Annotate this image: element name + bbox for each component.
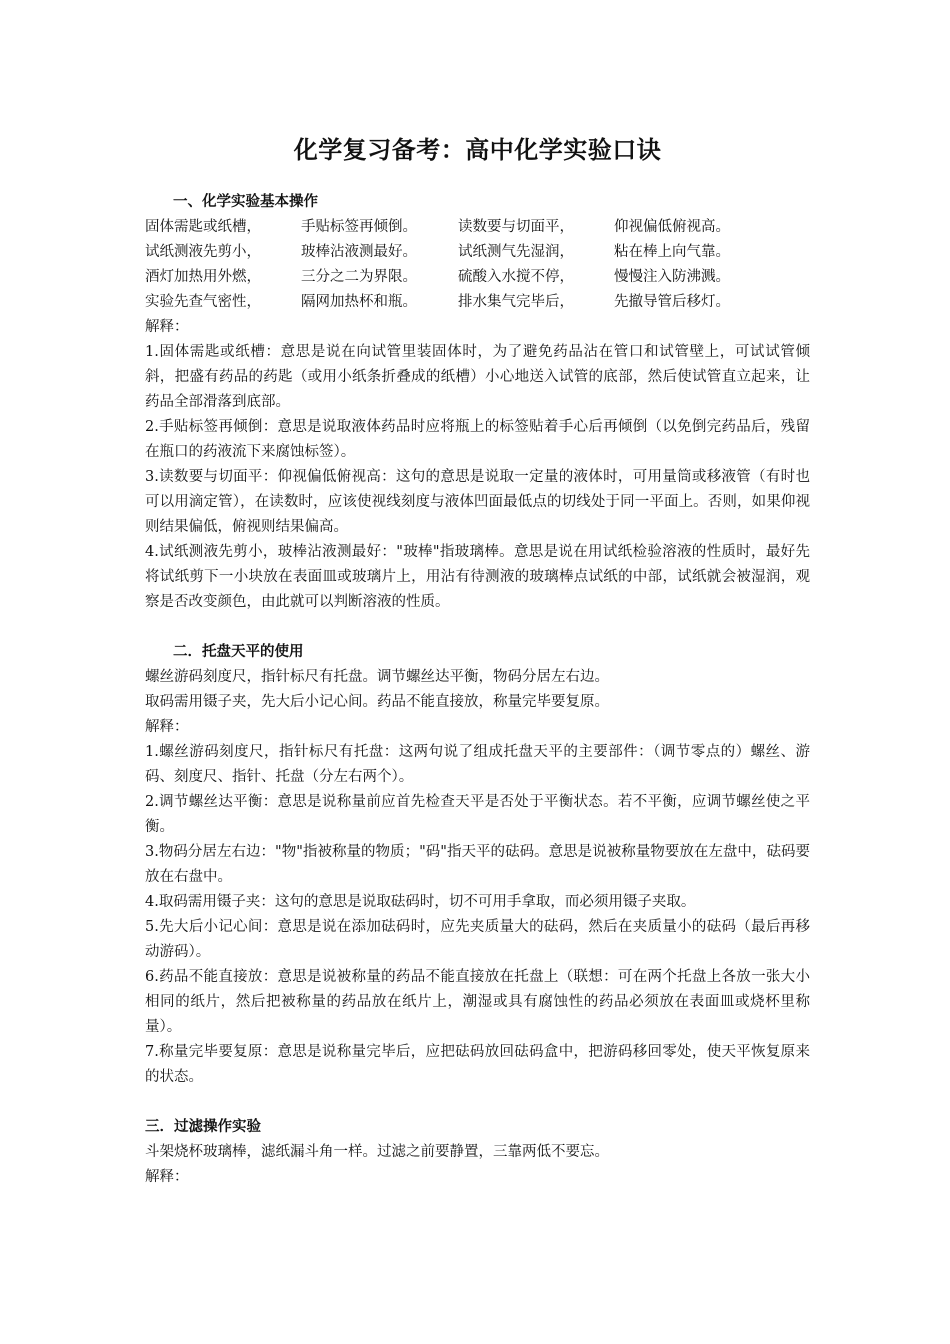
explain-label: 解释： [145, 319, 189, 335]
explanation-paragraph: 4.试纸测液先剪小，玻棒沾液测最好："玻棒"指玻璃棒。意思是说在用试纸检验溶液的性质时，最好先将试纸剪下一小块放在表面皿或玻璃片上，用沾有待测液的玻璃棒点试纸的中部，试纸就会被湿润，观察是否改变颜色，由此就可以判断溶液的性质。 [145, 544, 810, 610]
explain-label: 解释： [145, 1169, 189, 1185]
rhyme-phrase: 排水集气完毕后， [458, 294, 574, 310]
section-heading-filtration: 三．过滤操作实验 [145, 1119, 261, 1135]
explanation-paragraph: 1.螺丝游码刻度尺，指针标尺有托盘：这两句说了组成托盘天平的主要部件：（调节零点的）螺丝、游码、刻度尺、指针、托盘（分左右两个）。 [145, 744, 810, 785]
rhyme-phrase: 实验先查气密性， [145, 294, 261, 310]
rhyme-phrase: 先撤导管后移灯。 [614, 294, 730, 310]
explanation-paragraph: 3.物码分居左右边："物"指被称量的物质；"码"指天平的砝码。意思是说被称量物要放在左盘中，砝码要放在右盘中。 [145, 844, 810, 885]
rhyme-row [145, 215, 810, 240]
section-heading-basic-operations: 一、化学实验基本操作 [173, 194, 318, 210]
spacer [145, 1090, 810, 1115]
rhyme-line: 斗架烧杯玻璃棒，滤纸漏斗角一样。过滤之前要静置，三靠两低不要忘。 [145, 1144, 609, 1160]
explanation-paragraph: 2.调节螺丝达平衡：意思是说称量前应首先检查天平是否处于平衡状态。若不平衡，应调节螺丝使之平衡。 [145, 794, 810, 835]
rhyme-phrase: 三分之二为界限。 [301, 269, 417, 285]
rhyme-row [145, 265, 810, 290]
rhyme-phrase: 读数要与切面平， [458, 219, 574, 235]
rhyme-phrase: 粘在棒上向气靠。 [614, 244, 730, 260]
rhyme-phrase: 酒灯加热用外燃， [145, 269, 261, 285]
rhyme-phrase: 玻棒沾液测最好。 [301, 244, 417, 260]
rhyme-line: 取码需用镊子夹，先大后小记心间。药品不能直接放，称量完毕要复原。 [145, 694, 609, 710]
rhyme-phrase: 试纸测气先湿润， [458, 244, 574, 260]
rhyme-phrase: 硫酸入水搅不停， [458, 269, 574, 285]
rhyme-row [145, 290, 810, 315]
explanation-paragraph: 6.药品不能直接放：意思是说被称量的药品不能直接放在托盘上（联想：可在两个托盘上各放一张大小相同的纸片，然后把被称量的药品放在纸片上，潮湿或具有腐蚀性的药品必须放在表面皿或烧杯里称量）。 [145, 969, 810, 1035]
explanation-paragraph: 2.手贴标签再倾倒：意思是说取液体药品时应将瓶上的标签贴着手心后再倾倒（以免倒完药品后，残留在瓶口的药液流下来腐蚀标签）。 [145, 419, 810, 460]
explanation-paragraph: 7.称量完毕要复原：意思是说称量完毕后，应把砝码放回砝码盒中，把游码移回零处，使天平恢复原来的状态。 [145, 1044, 810, 1085]
explain-label: 解释： [145, 719, 189, 735]
rhyme-phrase: 试纸测液先剪小， [145, 244, 261, 260]
rhyme-row [145, 240, 810, 265]
rhyme-phrase: 仰视偏低俯视高。 [614, 219, 730, 235]
explanation-paragraph: 4.取码需用镊子夹：这句的意思是说取砝码时，切不可用手拿取，而必须用镊子夹取。 [145, 894, 696, 910]
rhyme-phrase: 隔网加热杯和瓶。 [301, 294, 417, 310]
rhyme-phrase: 慢慢注入防沸溅。 [614, 269, 730, 285]
explanation-paragraph: 3.读数要与切面平：仰视偏低俯视高：这句的意思是说取一定量的液体时，可用量筒或移液管（有时也可以用滴定管），在读数时，应该使视线刻度与液体凹面最低点的切线处于同一平面上。否则，如果仰视则结果偏低，俯视则结果偏高。 [145, 469, 810, 535]
rhyme-line: 螺丝游码刻度尺，指针标尺有托盘。调节螺丝达平衡，物码分居左右边。 [145, 669, 609, 685]
page-title: 化学复习备考：高中化学实验口诀 [293, 136, 662, 164]
document-body [145, 190, 810, 1190]
rhyme-phrase: 手贴标签再倾倒。 [301, 219, 417, 235]
section-heading-balance: 二．托盘天平的使用 [173, 644, 304, 660]
explanation-paragraph: 5.先大后小记心间：意思是说在添加砝码时，应先夹质量大的砝码，然后在夹质量小的砝码（最后再移动游码）。 [145, 919, 810, 960]
explanation-paragraph: 1.固体需匙或纸槽：意思是说在向试管里装固体时，为了避免药品沾在管口和试管壁上，可试试管倾斜，把盛有药品的药匙（或用小纸条折叠成的纸槽）小心地送入试管的底部，然后使试管直立起来，让药品全部滑落到底部。 [145, 344, 810, 410]
rhyme-phrase: 固体需匙或纸槽， [145, 219, 261, 235]
spacer [145, 615, 810, 640]
